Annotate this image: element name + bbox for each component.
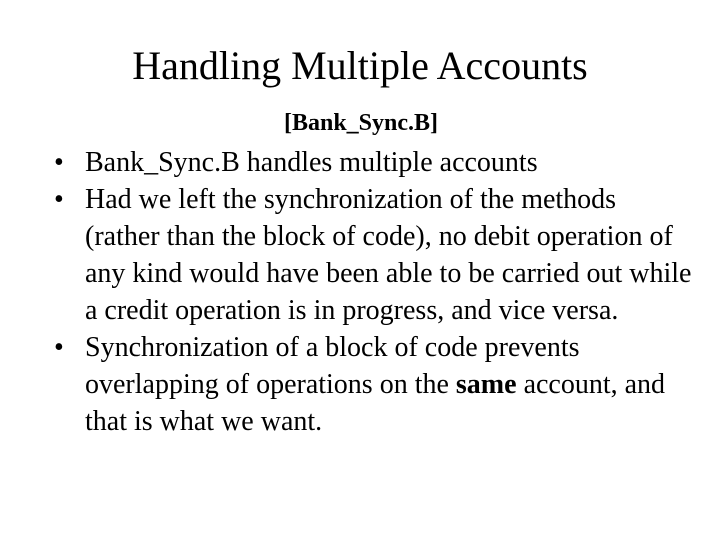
bullet-text-before: Synchronization of a block of code prevents overlapping of operations on the — [85, 332, 580, 400]
bullet-icon: • — [54, 147, 64, 178]
bullet-list — [54, 144, 694, 440]
bullet-text-after: account, and that is what we want. — [85, 369, 666, 437]
slide-title: Handling Multiple Accounts — [132, 43, 588, 88]
slide-subtitle: [Bank_Sync.B] — [283, 110, 439, 136]
bullet-icon: • — [54, 332, 64, 363]
bullet-item — [54, 181, 694, 329]
bullet-icon: • — [54, 184, 64, 215]
bullet-emphasis: same — [455, 369, 517, 400]
bullet-item — [54, 144, 694, 181]
bullet-text: Had we left the synchronization of the methods (rather than the block of code), no debit operation of any kind would have been able to be carried out while a credit operation is in progress, and vice versa. — [85, 184, 692, 326]
bullet-item — [54, 329, 694, 440]
bullet-text: Bank_Sync.B handles multiple accounts — [85, 147, 538, 178]
